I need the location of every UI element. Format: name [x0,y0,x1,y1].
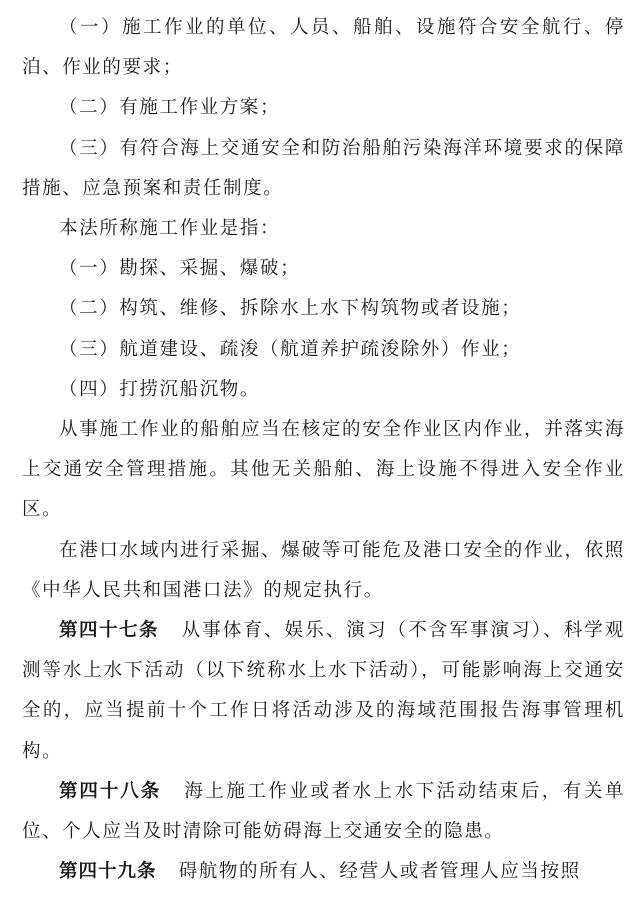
clause-paragraph [22,330,625,370]
clause-text: （二）有施工作业方案； [59,97,281,119]
article-number: 第四十七条 [59,620,159,642]
clause-paragraph [22,370,625,410]
article-number: 第四十八条 [59,780,162,802]
article-paragraph [22,611,625,772]
article-number: 第四十九条 [59,861,157,883]
clause-paragraph [22,8,625,88]
body-paragraph [22,410,625,531]
article-paragraph [22,772,625,852]
body-paragraph [22,531,625,611]
clause-text: 从事施工作业的船舶应当在核定的安全作业区内作业，并落实海上交通安全管理措施。其他无关船舶、海上设施不得进入安全作业区。 [22,419,625,521]
clause-text: （一）勘探、采掘、爆破； [59,258,301,280]
article-text: 海上施工作业或者水上水下活动结束后，有关单位、个人应当及时清除可能妨碍海上交通安全的隐患。 [22,780,625,843]
clause-paragraph [22,289,625,329]
clause-text: 在港口水域内进行采掘、爆破等可能危及港口安全的作业，依照《中华人民共和国港口法》的规定执行。 [22,539,625,601]
clause-paragraph [22,88,625,128]
definition-intro-paragraph [22,209,625,249]
clause-text: （四）打捞沉船沉物。 [59,378,261,400]
clause-text: （二）构筑、维修、拆除水上水下构筑物或者设施； [59,298,522,320]
clause-text: （一）施工作业的单位、人员、船舶、设施符合安全航行、停泊、作业的要求； [22,17,625,79]
article-paragraph [22,852,625,892]
article-text: 从事体育、娱乐、演习（不含军事演习）、科学观测等水上水下活动（以下统称水上水下活动），可能影响海上交通安全的，应当提前十个工作日将活动涉及的海域范围报告海事管理机构。 [22,620,625,762]
clause-text: （三）有符合海上交通安全和防治船舶污染海洋环境要求的保障措施、应急预案和责任制度。 [22,137,625,199]
clause-paragraph [22,129,625,209]
clause-text: （三）航道建设、疏浚（航道养护疏浚除外）作业； [59,338,522,360]
clause-text: 本法所称施工作业是指： [59,218,281,240]
clause-paragraph [22,249,625,289]
article-text: 碍航物的所有人、经营人或者管理人应当按照 [178,861,581,883]
